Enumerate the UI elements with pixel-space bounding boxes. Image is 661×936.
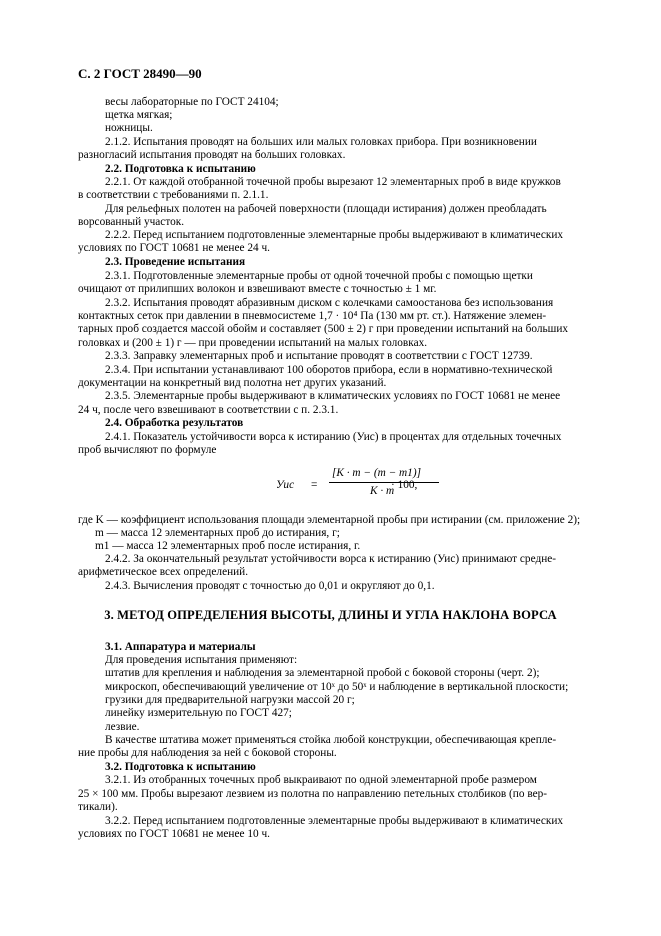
text-line-27: проб вычисляют по формуле [78, 444, 217, 456]
text-line-26: 2.4.1. Показатель устойчивости ворса к истиранию (Уис) в процентах для отдельных точечных [105, 431, 562, 443]
formula-denominator: K · m [370, 485, 395, 497]
text-line-29: m — масса 12 элементарных проб до истирания, г; [95, 527, 340, 539]
text-line-2: щетка мягкая; [105, 109, 173, 121]
text-line-31: 2.4.2. За окончательный результат устойчивости ворса к истиранию (Уис) принимают средне- [105, 553, 557, 565]
text-line-15: очищают от прилипших волокон и взвешивают вместе с точностью ± 1 мг. [78, 283, 437, 295]
text-line-43: 3.2. Подготовка к испытанию [105, 761, 256, 773]
text-line-12: условиях по ГОСТ 10681 не менее 24 ч. [78, 242, 270, 254]
text-line-13: 2.3. Проведение испытания [105, 256, 246, 268]
text-line-46: тикали). [78, 801, 118, 813]
text-line-35: Для проведения испытания применяют: [105, 654, 298, 666]
text-line-7: 2.2.1. От каждой отобранной точечной пробы вырезают 12 элементарных проб в виде кружков [105, 176, 561, 188]
text-line-17: контактных сеток при давлении в пневмосистеме 1,7 · 10⁴ Па (130 мм рт. ст.). Натяжение элемен- [78, 310, 547, 322]
text-line-16: 2.3.2. Испытания проводят абразивным диском с колечками самоостанова без использования [105, 297, 554, 309]
text-line-23: 2.3.5. Элементарные пробы выдерживают в климатических условиях по ГОСТ 10681 не менее [105, 390, 561, 402]
text-line-42: ние пробы для наблюдения за ней с боковой стороны. [78, 747, 337, 759]
formula-numerator: [K · m − (m − m1)] [332, 467, 421, 479]
text-line-41: В качестве штатива может применяться стойка любой конструкции, обеспечивающая крепле- [105, 734, 557, 746]
section-3-title: 3. МЕТОД ОПРЕДЕЛЕНИЯ ВЫСОТЫ, ДЛИНЫ И УГЛА НАКЛОНА ВОРСА [104, 608, 557, 622]
text-line-10: ворсованный участок. [78, 216, 185, 228]
formula [276, 466, 436, 502]
text-line-1: весы лабораторные по ГОСТ 24104; [105, 96, 279, 108]
text-line-30: m1 — масса 12 элементарных проб после истирания, г. [95, 540, 361, 552]
text-line-28: где K — коэффициент использования площади элементарной пробы при истирании (см. приложение 2); [78, 514, 581, 526]
text-line-39: линейку измерительную по ГОСТ 427; [105, 707, 292, 719]
text-line-20: 2.3.3. Заправку элементарных проб и испытание проводят в соответствии с ГОСТ 12739. [105, 350, 533, 362]
text-line-18: тарных проб создается массой обойм и составляет (500 ± 2) г при проведении испытаний на больших [78, 323, 569, 335]
text-line-4: 2.1.2. Испытания проводят на больших или малых головках прибора. При возникновении [105, 136, 537, 148]
text-line-36: штатив для крепления и наблюдения за элементарной пробой с боковой стороны (черт. 2); [105, 667, 540, 679]
text-line-40: лезвие. [105, 721, 140, 733]
text-line-11: 2.2.2. Перед испытанием подготовленные элементарные пробы выдерживают в климатических [105, 229, 564, 241]
page-header: С. 2 ГОСТ 28490—90 [78, 66, 202, 81]
text-line-45: 25 × 100 мм. Пробы вырезают лезвием из полотна по направлению петельных столбиков (по вер- [78, 788, 548, 800]
text-line-32: арифметическое всех определений. [78, 566, 249, 578]
text-line-48: условиях по ГОСТ 10681 не менее 10 ч. [78, 828, 270, 840]
text-line-6: 2.2. Подготовка к испытанию [105, 163, 256, 175]
text-line-19: головках и (200 ± 1) г — при проведении испытаний на малых головках. [78, 337, 428, 349]
formula-tail: · 100, [391, 479, 418, 491]
formula-lhs: Уис [276, 479, 295, 491]
text-line-8: в соответствии с требованиями п. 2.1.1. [78, 189, 269, 201]
text-line-14: 2.3.1. Подготовленные элементарные пробы от одной точечной пробы с помощью щетки [105, 270, 533, 282]
text-line-34: 3.1. Аппаратура и материалы [105, 641, 256, 653]
text-line-38: грузики для предварительной нагрузки массой 20 г; [105, 694, 355, 706]
text-line-37: микроскоп, обеспечивающий увеличение от 10ˣ до 50ˣ и наблюдение в вертикальной плоскости; [105, 681, 569, 693]
text-line-25: 2.4. Обработка результатов [105, 417, 244, 429]
text-line-9: Для рельефных полотен на рабочей поверхности (площади истирания) должен преобладать [105, 203, 547, 215]
text-line-5: разногласий испытания проводят на больших головках. [78, 149, 346, 161]
text-line-3: ножницы. [105, 122, 153, 134]
text-line-22: документации на конкретный вид полотна нет других указаний. [78, 377, 387, 389]
text-line-24: 24 ч, после чего взвешивают в соответствии с п. 2.3.1. [78, 404, 339, 416]
fraction-bar [329, 482, 439, 483]
text-line-44: 3.2.1. Из отобранных точечных проб выкраивают по одной элементарной пробе размером [105, 774, 537, 786]
text-line-47: 3.2.2. Перед испытанием подготовленные элементарные пробы выдерживают в климатических [105, 815, 564, 827]
text-line-21: 2.3.4. При испытании устанавливают 100 оборотов прибора, если в нормативно-технической [105, 364, 553, 376]
formula-equals: = [311, 479, 318, 491]
text-line-33: 2.4.3. Вычисления проводят с точностью до 0,01 и округляют до 0,1. [105, 580, 435, 592]
